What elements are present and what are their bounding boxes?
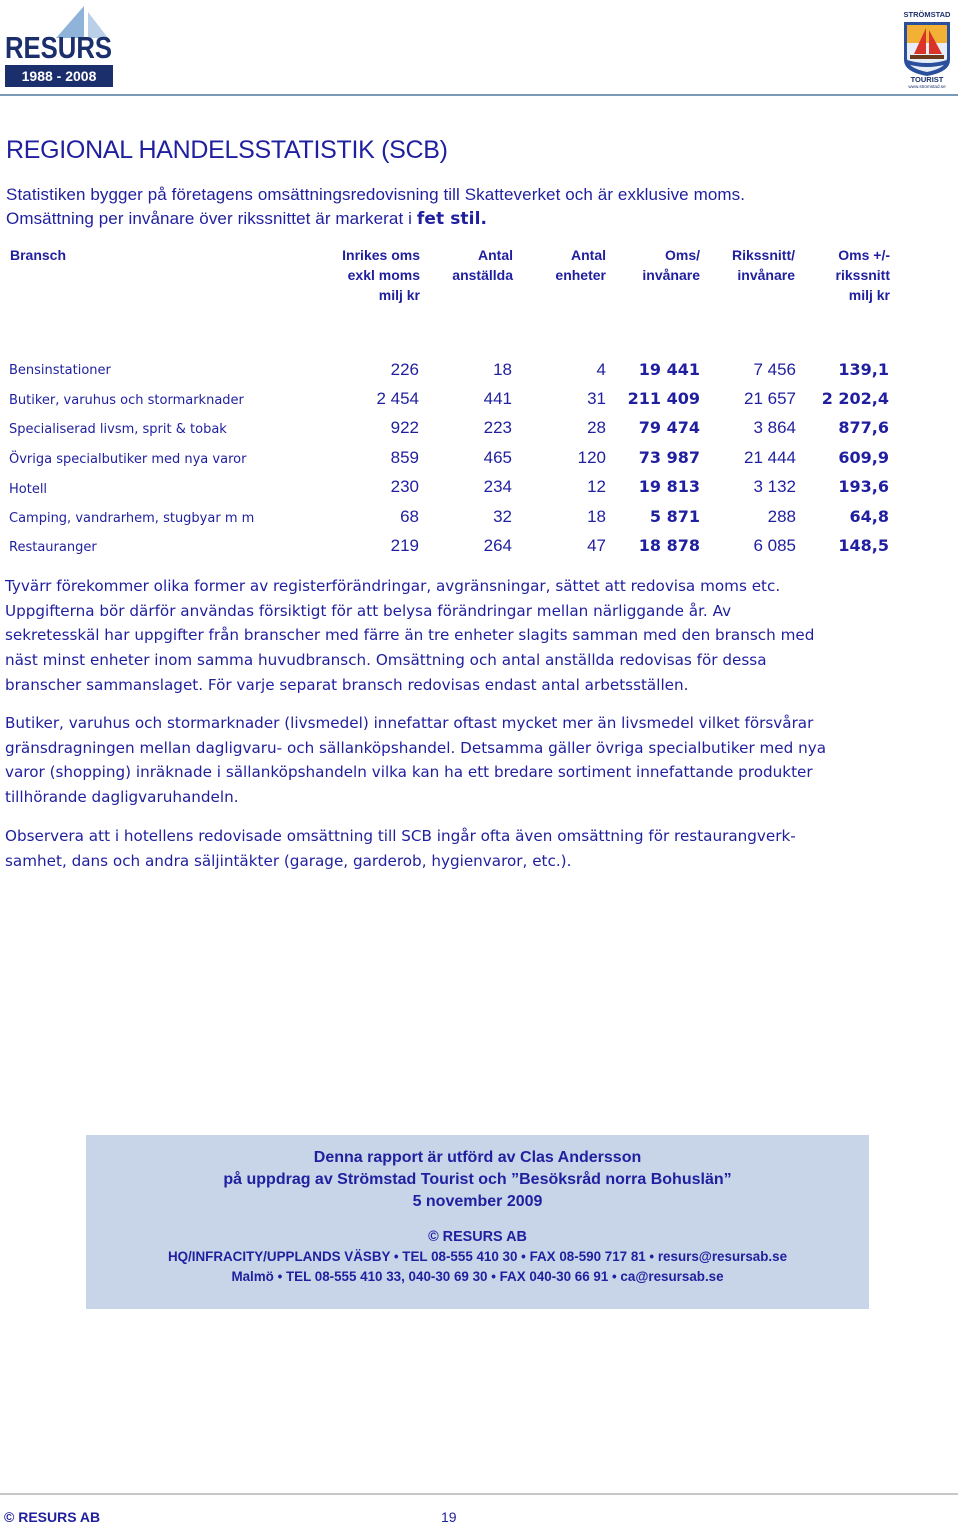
cell-antal-enheter: 47 bbox=[587, 536, 606, 555]
report-date: 5 november 2009 bbox=[412, 1193, 543, 1210]
cell-antal-anstallda: 32 bbox=[493, 507, 512, 526]
cell-antal-enheter: 12 bbox=[587, 477, 606, 496]
intro-line-1: Statistiken bygger på företagens omsättningsredovisning till Skatteverket och är exklusive moms. bbox=[6, 185, 746, 204]
row-label: Bensinstationer bbox=[9, 363, 111, 378]
cell-antal-enheter: 120 bbox=[577, 448, 606, 467]
footer-company: © RESURS AB bbox=[4, 1509, 101, 1525]
cell-oms-diff: 2 202,4 bbox=[821, 389, 889, 408]
cell-rikssnitt: 21 444 bbox=[744, 448, 796, 467]
cell-antal-enheter: 18 bbox=[587, 507, 606, 526]
report-commission: på uppdrag av Strömstad Tourist och ”Besöksråd norra Bohuslän” bbox=[223, 1171, 732, 1188]
header-rikssnitt-invanare: Rikssnitt/ invånare bbox=[731, 247, 795, 283]
cell-oms-diff: 193,6 bbox=[838, 477, 889, 496]
cell-antal-anstallda: 223 bbox=[483, 418, 512, 437]
svg-text:STRÖMSTAD: STRÖMSTAD bbox=[903, 10, 951, 19]
cell-inrikes-oms: 68 bbox=[400, 507, 419, 526]
cell-antal-enheter: 31 bbox=[587, 389, 606, 408]
row-label: Specialiserad livsm, sprit & tobak bbox=[9, 422, 227, 437]
cell-antal-anstallda: 234 bbox=[483, 477, 512, 496]
header-divider bbox=[0, 94, 958, 96]
header-antal-enheter: Antal enheter bbox=[555, 247, 606, 283]
cell-rikssnitt: 288 bbox=[767, 507, 796, 526]
cell-oms-diff: 877,6 bbox=[838, 418, 889, 437]
stromstad-tourist-logo bbox=[898, 8, 956, 88]
cell-inrikes-oms: 859 bbox=[390, 448, 419, 467]
cell-oms-diff: 609,9 bbox=[838, 448, 889, 467]
cell-rikssnitt: 7 456 bbox=[753, 360, 796, 379]
header-oms-invanare: Oms/ invånare bbox=[642, 247, 700, 283]
cell-oms-diff: 64,8 bbox=[849, 507, 889, 526]
paragraph-retail-notes: Butiker, varuhus och stormarknader (livsmedel) innefattar oftast mycket mer än livsmedel vilket försvårar gränsdragningen mellan dagligvaru- och sällanköpshandel. Detsamma gäller övriga specialbutiker med nya varor (shopping) inräknade i sällanköpshandeln vilka kan ha ett bredare sortiment innefattande produkter tillhörande dagligvaruhandeln. bbox=[5, 714, 827, 807]
cell-antal-anstallda: 18 bbox=[493, 360, 512, 379]
cell-antal-enheter: 4 bbox=[596, 360, 606, 379]
cell-inrikes-oms: 922 bbox=[390, 418, 419, 437]
cell-inrikes-oms: 2 454 bbox=[376, 389, 419, 408]
row-label: Hotell bbox=[9, 482, 48, 497]
row-label: Restauranger bbox=[9, 540, 97, 555]
contact-hq: HQ/INFRACITY/UPPLANDS VÄSBY • TEL 08-555 410 30 • FAX 08-590 717 81 • resurs@resursab.se bbox=[167, 1249, 788, 1264]
cell-rikssnitt: 21 657 bbox=[744, 389, 796, 408]
row-label: Övriga specialbutiker med nya varor bbox=[9, 452, 247, 467]
resurs-logo bbox=[4, 4, 114, 88]
cell-oms-invanare: 5 871 bbox=[649, 507, 700, 526]
page-title: REGIONAL HANDELSSTATISTIK (SCB) bbox=[6, 136, 448, 164]
cell-oms-invanare: 18 878 bbox=[638, 536, 700, 555]
header-antal-anstallda: Antal anställda bbox=[452, 247, 513, 283]
intro-bold-text: fet stil. bbox=[416, 209, 488, 229]
cell-antal-anstallda: 465 bbox=[483, 448, 512, 467]
cell-inrikes-oms: 230 bbox=[390, 477, 419, 496]
intro-line-2: Omsättning per invånare över rikssnittet är markerat i fet stil. bbox=[6, 209, 488, 229]
cell-inrikes-oms: 219 bbox=[390, 536, 419, 555]
paragraph-reporting-notes: Tyvärr förekommer olika former av registerförändringar, avgränsningar, sättet att redovisa moms etc. Uppgifterna bör därför användas försiktigt för att belysa förändringar mellan närliggande år. Av sekretesskäl har uppgifter från branscher med färre än tre enheter slagits samman med den bransch med näst minst enheter inom samma huvudbransch. Omsättning och antal anställda redovisas för dessa branscher sammanslaget. För varje separat bransch redovisas endast antal arbetsställen. bbox=[5, 577, 815, 694]
cell-oms-invanare: 79 474 bbox=[638, 418, 700, 437]
header-oms-rikssnitt: Oms +/- rikssnitt milj kr bbox=[835, 247, 890, 303]
contact-malmo: Malmö • TEL 08-555 410 33, 040-30 69 30 • FAX 040-30 66 91 • ca@resursab.se bbox=[231, 1269, 724, 1284]
cell-oms-invanare: 73 987 bbox=[638, 448, 700, 467]
cell-rikssnitt: 6 085 bbox=[753, 536, 796, 555]
report-author: Denna rapport är utförd av Clas Andersson bbox=[313, 1149, 642, 1166]
cell-inrikes-oms: 226 bbox=[390, 360, 419, 379]
cell-antal-enheter: 28 bbox=[587, 418, 606, 437]
page-number: 19 bbox=[441, 1509, 457, 1525]
header-bransch: Bransch bbox=[10, 247, 67, 263]
cell-oms-diff: 148,5 bbox=[838, 536, 889, 555]
cell-oms-invanare: 211 409 bbox=[627, 389, 700, 408]
row-label: Camping, vandrarhem, stugbyar m m bbox=[9, 511, 255, 526]
cell-oms-invanare: 19 813 bbox=[638, 477, 700, 496]
report-info-box bbox=[86, 1135, 869, 1309]
paragraph-hotel-notes: Observera att i hotellens redovisade omsättning till SCB ingår ofta även omsättning för restaurangverk- samhet, dans och andra säljintäkter (garage, garderob, hygienvaror, etc.). bbox=[5, 827, 796, 870]
cell-rikssnitt: 3 132 bbox=[753, 477, 796, 496]
cell-antal-anstallda: 264 bbox=[483, 536, 512, 555]
svg-text:TOURIST: TOURIST bbox=[910, 75, 944, 84]
logo-years: 1988 - 2008 bbox=[21, 68, 97, 84]
cell-rikssnitt: 3 864 bbox=[753, 418, 796, 437]
header-inrikes-oms: Inrikes oms exkl moms milj kr bbox=[342, 247, 420, 303]
company-name: © RESURS AB bbox=[428, 1229, 527, 1245]
row-label: Butiker, varuhus och stormarknader bbox=[9, 393, 244, 408]
svg-text:www.stromstad.se: www.stromstad.se bbox=[908, 84, 946, 89]
cell-antal-anstallda: 441 bbox=[483, 389, 512, 408]
cell-oms-diff: 139,1 bbox=[838, 360, 889, 379]
cell-oms-invanare: 19 441 bbox=[638, 360, 700, 379]
logo-wordmark: RESURS bbox=[5, 30, 112, 65]
footer-divider bbox=[0, 1493, 958, 1495]
